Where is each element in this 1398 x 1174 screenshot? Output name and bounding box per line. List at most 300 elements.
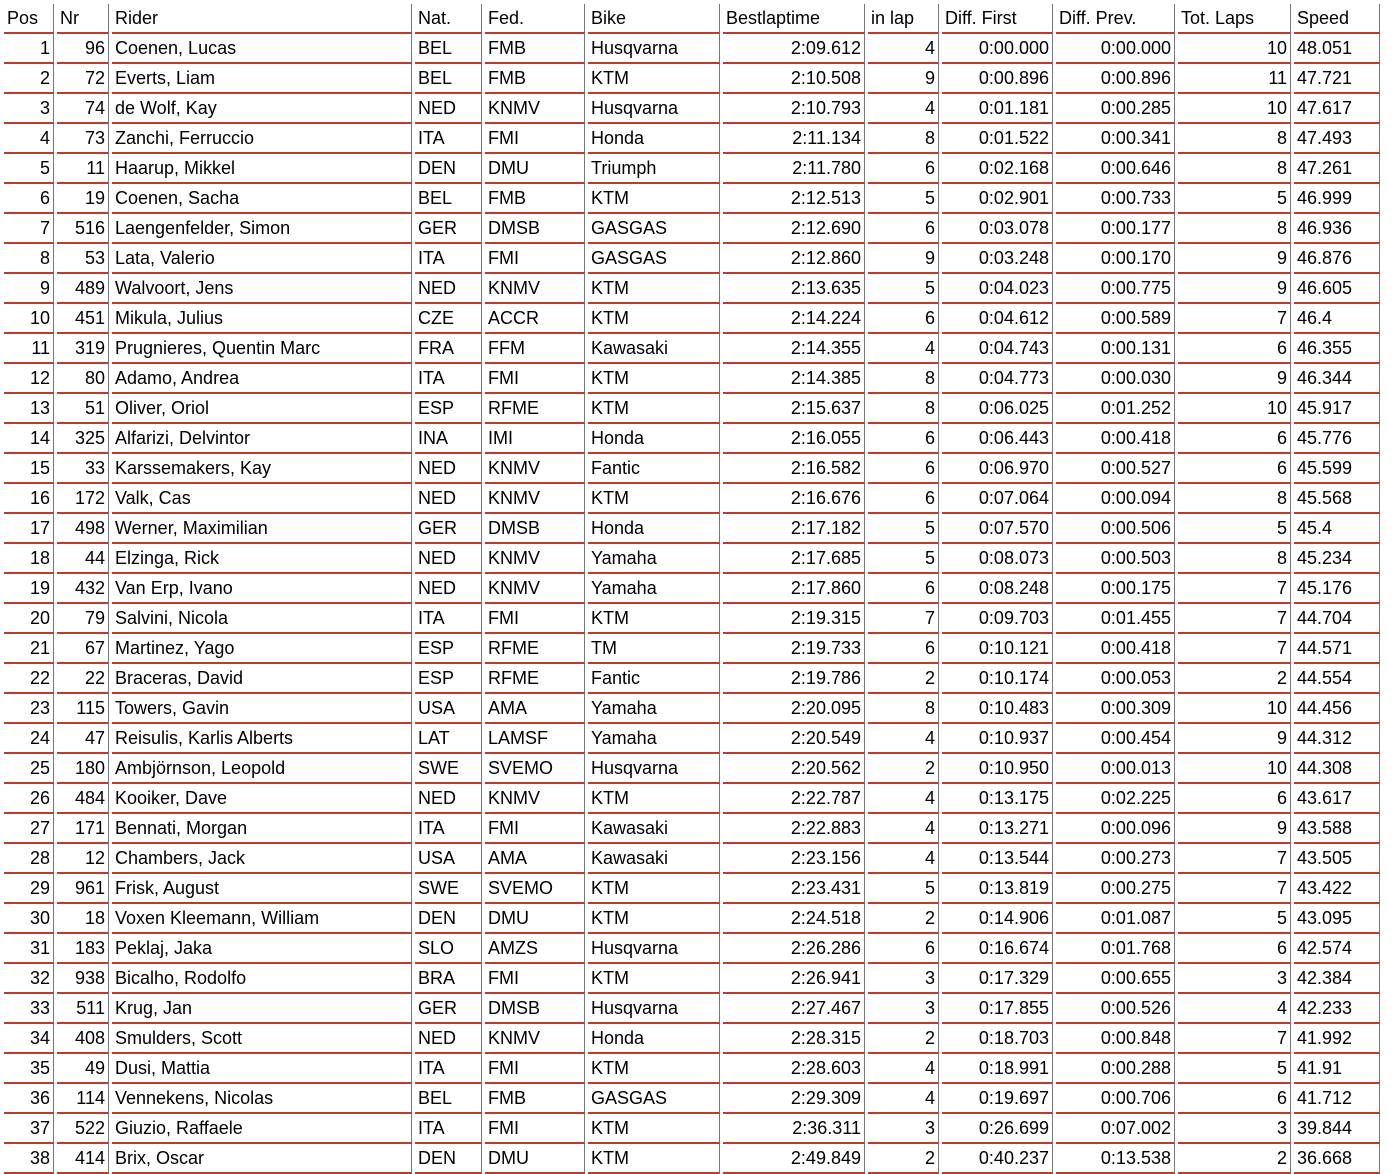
pos-cell: 15	[4, 454, 54, 484]
in-lap-cell: 4	[868, 844, 939, 874]
nat-cell: CZE	[415, 304, 482, 334]
speed-cell: 44.456	[1294, 694, 1380, 724]
bike-cell: Yamaha	[588, 574, 720, 604]
bestlaptime-cell: 2:09.612	[723, 34, 865, 64]
in-lap-cell: 8	[868, 124, 939, 154]
tot-laps-cell: 9	[1178, 244, 1291, 274]
rider-cell: Mikula, Julius	[112, 304, 412, 334]
in-lap-cell: 4	[868, 334, 939, 364]
nat-cell: LAT	[415, 724, 482, 754]
header-bestlaptime[interactable]: Bestlaptime	[723, 4, 865, 34]
bestlaptime-cell: 2:23.156	[723, 844, 865, 874]
fed-cell: DMU	[485, 1144, 585, 1174]
tot-laps-cell: 8	[1178, 154, 1291, 184]
fed-cell: KNMV	[485, 574, 585, 604]
nr-cell: 49	[57, 1054, 109, 1084]
speed-cell: 44.312	[1294, 724, 1380, 754]
bestlaptime-cell: 2:26.286	[723, 934, 865, 964]
bike-cell: KTM	[588, 784, 720, 814]
rider-cell: Frisk, August	[112, 874, 412, 904]
diff-first-cell: 0:14.906	[942, 904, 1053, 934]
nat-cell: USA	[415, 844, 482, 874]
fed-cell: FMI	[485, 1114, 585, 1144]
in-lap-cell: 2	[868, 754, 939, 784]
bike-cell: Triumph	[588, 154, 720, 184]
speed-cell: 44.554	[1294, 664, 1380, 694]
table-row	[4, 154, 1380, 184]
nr-cell: 180	[57, 754, 109, 784]
bestlaptime-cell: 2:14.385	[723, 364, 865, 394]
bike-cell: KTM	[588, 304, 720, 334]
fed-cell: FMI	[485, 124, 585, 154]
pos-cell: 18	[4, 544, 54, 574]
tot-laps-cell: 9	[1178, 814, 1291, 844]
nat-cell: ITA	[415, 244, 482, 274]
nat-cell: GER	[415, 514, 482, 544]
nat-cell: NED	[415, 94, 482, 124]
diff-prev-cell: 0:02.225	[1056, 784, 1175, 814]
speed-cell: 45.917	[1294, 394, 1380, 424]
bestlaptime-cell: 2:19.733	[723, 634, 865, 664]
tot-laps-cell: 10	[1178, 394, 1291, 424]
nr-cell: 79	[57, 604, 109, 634]
bestlaptime-cell: 2:17.685	[723, 544, 865, 574]
bike-cell: Yamaha	[588, 694, 720, 724]
fed-cell: SVEMO	[485, 754, 585, 784]
tot-laps-cell: 9	[1178, 274, 1291, 304]
bike-cell: KTM	[588, 874, 720, 904]
speed-cell: 46.344	[1294, 364, 1380, 394]
speed-cell: 36.668	[1294, 1144, 1380, 1174]
nat-cell: ITA	[415, 814, 482, 844]
diff-first-cell: 0:17.855	[942, 994, 1053, 1024]
bestlaptime-cell: 2:16.582	[723, 454, 865, 484]
fed-cell: SVEMO	[485, 874, 585, 904]
tot-laps-cell: 6	[1178, 454, 1291, 484]
header-nat[interactable]: Nat.	[415, 4, 482, 34]
bestlaptime-cell: 2:20.562	[723, 754, 865, 784]
table-row	[4, 814, 1380, 844]
pos-cell: 31	[4, 934, 54, 964]
pos-cell: 28	[4, 844, 54, 874]
bestlaptime-cell: 2:10.793	[723, 94, 865, 124]
fed-cell: DMSB	[485, 514, 585, 544]
tot-laps-cell: 6	[1178, 424, 1291, 454]
rider-cell: Laengenfelder, Simon	[112, 214, 412, 244]
pos-cell: 5	[4, 154, 54, 184]
diff-prev-cell: 0:07.002	[1056, 1114, 1175, 1144]
diff-first-cell: 0:10.950	[942, 754, 1053, 784]
pos-cell: 22	[4, 664, 54, 694]
diff-first-cell: 0:08.248	[942, 574, 1053, 604]
rider-cell: Kooiker, Dave	[112, 784, 412, 814]
diff-first-cell: 0:04.773	[942, 364, 1053, 394]
speed-cell: 46.999	[1294, 184, 1380, 214]
in-lap-cell: 9	[868, 244, 939, 274]
bike-cell: Husqvarna	[588, 934, 720, 964]
fed-cell: RFME	[485, 634, 585, 664]
speed-cell: 47.721	[1294, 64, 1380, 94]
in-lap-cell: 4	[868, 724, 939, 754]
in-lap-cell: 3	[868, 1114, 939, 1144]
header-bike[interactable]: Bike	[588, 4, 720, 34]
nr-cell: 938	[57, 964, 109, 994]
pos-cell: 26	[4, 784, 54, 814]
speed-cell: 43.505	[1294, 844, 1380, 874]
rider-cell: Giuzio, Raffaele	[112, 1114, 412, 1144]
bestlaptime-cell: 2:17.182	[723, 514, 865, 544]
nat-cell: ITA	[415, 364, 482, 394]
speed-cell: 44.704	[1294, 604, 1380, 634]
table-row	[4, 1024, 1380, 1054]
diff-first-cell: 0:10.174	[942, 664, 1053, 694]
diff-first-cell: 0:00.896	[942, 64, 1053, 94]
in-lap-cell: 6	[868, 574, 939, 604]
rider-cell: Salvini, Nicola	[112, 604, 412, 634]
pos-cell: 33	[4, 994, 54, 1024]
speed-cell: 46.936	[1294, 214, 1380, 244]
table-row	[4, 574, 1380, 604]
diff-first-cell: 0:01.181	[942, 94, 1053, 124]
tot-laps-cell: 8	[1178, 544, 1291, 574]
in-lap-cell: 5	[868, 514, 939, 544]
rider-cell: Towers, Gavin	[112, 694, 412, 724]
table-row	[4, 754, 1380, 784]
bestlaptime-cell: 2:11.134	[723, 124, 865, 154]
rider-cell: Valk, Cas	[112, 484, 412, 514]
speed-cell: 43.095	[1294, 904, 1380, 934]
in-lap-cell: 3	[868, 964, 939, 994]
in-lap-cell: 6	[868, 154, 939, 184]
table-row	[4, 214, 1380, 244]
bestlaptime-cell: 2:16.676	[723, 484, 865, 514]
pos-cell: 24	[4, 724, 54, 754]
tot-laps-cell: 7	[1178, 1024, 1291, 1054]
tot-laps-cell: 5	[1178, 1054, 1291, 1084]
pos-cell: 36	[4, 1084, 54, 1114]
speed-cell: 45.176	[1294, 574, 1380, 604]
bike-cell: KTM	[588, 964, 720, 994]
fed-cell: FMI	[485, 1054, 585, 1084]
rider-cell: Zanchi, Ferruccio	[112, 124, 412, 154]
bestlaptime-cell: 2:24.518	[723, 904, 865, 934]
diff-first-cell: 0:10.483	[942, 694, 1053, 724]
in-lap-cell: 8	[868, 694, 939, 724]
pos-cell: 3	[4, 94, 54, 124]
diff-prev-cell: 0:01.455	[1056, 604, 1175, 634]
nr-cell: 11	[57, 154, 109, 184]
fed-cell: KNMV	[485, 1024, 585, 1054]
diff-first-cell: 0:13.271	[942, 814, 1053, 844]
nat-cell: ITA	[415, 1054, 482, 1084]
diff-first-cell: 0:16.674	[942, 934, 1053, 964]
bestlaptime-cell: 2:49.849	[723, 1144, 865, 1174]
table-row	[4, 124, 1380, 154]
bike-cell: Husqvarna	[588, 94, 720, 124]
tot-laps-cell: 3	[1178, 964, 1291, 994]
nat-cell: BEL	[415, 184, 482, 214]
bestlaptime-cell: 2:15.637	[723, 394, 865, 424]
tot-laps-cell: 8	[1178, 124, 1291, 154]
rider-cell: Reisulis, Karlis Alberts	[112, 724, 412, 754]
pos-cell: 9	[4, 274, 54, 304]
bike-cell: Honda	[588, 514, 720, 544]
tot-laps-cell: 7	[1178, 574, 1291, 604]
diff-prev-cell: 0:00.285	[1056, 94, 1175, 124]
diff-prev-cell: 0:01.087	[1056, 904, 1175, 934]
nat-cell: NED	[415, 484, 482, 514]
pos-cell: 10	[4, 304, 54, 334]
bestlaptime-cell: 2:26.941	[723, 964, 865, 994]
rider-cell: Werner, Maximilian	[112, 514, 412, 544]
fed-cell: AMA	[485, 844, 585, 874]
bike-cell: Husqvarna	[588, 754, 720, 784]
nr-cell: 484	[57, 784, 109, 814]
speed-cell: 47.261	[1294, 154, 1380, 184]
in-lap-cell: 2	[868, 664, 939, 694]
diff-prev-cell: 0:00.170	[1056, 244, 1175, 274]
bike-cell: GASGAS	[588, 1084, 720, 1114]
pos-cell: 19	[4, 574, 54, 604]
table-row	[4, 1084, 1380, 1114]
diff-prev-cell: 0:00.506	[1056, 514, 1175, 544]
table-row	[4, 934, 1380, 964]
pos-cell: 14	[4, 424, 54, 454]
nr-cell: 522	[57, 1114, 109, 1144]
fed-cell: KNMV	[485, 454, 585, 484]
fed-cell: DMU	[485, 904, 585, 934]
fed-cell: FMB	[485, 34, 585, 64]
fed-cell: DMU	[485, 154, 585, 184]
bike-cell: KTM	[588, 484, 720, 514]
nat-cell: ESP	[415, 664, 482, 694]
header-tot-laps[interactable]: Tot. Laps	[1178, 4, 1291, 34]
in-lap-cell: 8	[868, 394, 939, 424]
tot-laps-cell: 2	[1178, 664, 1291, 694]
fed-cell: FMI	[485, 964, 585, 994]
diff-first-cell: 0:02.901	[942, 184, 1053, 214]
speed-cell: 41.992	[1294, 1024, 1380, 1054]
nr-cell: 96	[57, 34, 109, 64]
in-lap-cell: 2	[868, 1024, 939, 1054]
bestlaptime-cell: 2:12.690	[723, 214, 865, 244]
fed-cell: KNMV	[485, 94, 585, 124]
table-row	[4, 304, 1380, 334]
bike-cell: KTM	[588, 1114, 720, 1144]
nat-cell: NED	[415, 544, 482, 574]
table-row	[4, 874, 1380, 904]
in-lap-cell: 4	[868, 94, 939, 124]
diff-prev-cell: 0:00.454	[1056, 724, 1175, 754]
pos-cell: 2	[4, 64, 54, 94]
tot-laps-cell: 6	[1178, 334, 1291, 364]
bike-cell: KTM	[588, 364, 720, 394]
diff-prev-cell: 0:01.768	[1056, 934, 1175, 964]
table-row	[4, 634, 1380, 664]
rider-cell: Prugnieres, Quentin Marc	[112, 334, 412, 364]
in-lap-cell: 6	[868, 214, 939, 244]
tot-laps-cell: 9	[1178, 364, 1291, 394]
diff-first-cell: 0:07.064	[942, 484, 1053, 514]
diff-prev-cell: 0:00.418	[1056, 424, 1175, 454]
rider-cell: Vennekens, Nicolas	[112, 1084, 412, 1114]
in-lap-cell: 2	[868, 904, 939, 934]
table-row	[4, 364, 1380, 394]
nat-cell: ITA	[415, 124, 482, 154]
rider-cell: Dusi, Mattia	[112, 1054, 412, 1084]
diff-first-cell: 0:02.168	[942, 154, 1053, 184]
rider-cell: Alfarizi, Delvintor	[112, 424, 412, 454]
tot-laps-cell: 6	[1178, 784, 1291, 814]
fed-cell: FMI	[485, 364, 585, 394]
tot-laps-cell: 6	[1178, 934, 1291, 964]
bestlaptime-cell: 2:13.635	[723, 274, 865, 304]
fed-cell: DMSB	[485, 214, 585, 244]
bike-cell: KTM	[588, 184, 720, 214]
bestlaptime-cell: 2:36.311	[723, 1114, 865, 1144]
rider-cell: Bennati, Morgan	[112, 814, 412, 844]
fed-cell: LAMSF	[485, 724, 585, 754]
nat-cell: NED	[415, 1024, 482, 1054]
results-table	[1, 4, 1383, 1174]
speed-cell: 42.233	[1294, 994, 1380, 1024]
nat-cell: FRA	[415, 334, 482, 364]
rider-cell: Voxen Kleemann, William	[112, 904, 412, 934]
bike-cell: GASGAS	[588, 214, 720, 244]
nr-cell: 498	[57, 514, 109, 544]
nr-cell: 961	[57, 874, 109, 904]
nr-cell: 67	[57, 634, 109, 664]
diff-first-cell: 0:10.121	[942, 634, 1053, 664]
diff-prev-cell: 0:00.655	[1056, 964, 1175, 994]
bestlaptime-cell: 2:22.787	[723, 784, 865, 814]
rider-cell: Elzinga, Rick	[112, 544, 412, 574]
bike-cell: Yamaha	[588, 724, 720, 754]
fed-cell: FMB	[485, 1084, 585, 1114]
header-pos[interactable]: Pos	[4, 4, 54, 34]
bestlaptime-cell: 2:22.883	[723, 814, 865, 844]
fed-cell: DMSB	[485, 994, 585, 1024]
diff-prev-cell: 0:00.775	[1056, 274, 1175, 304]
diff-first-cell: 0:00.000	[942, 34, 1053, 64]
diff-first-cell: 0:06.443	[942, 424, 1053, 454]
rider-cell: de Wolf, Kay	[112, 94, 412, 124]
nat-cell: DEN	[415, 154, 482, 184]
diff-prev-cell: 0:01.252	[1056, 394, 1175, 424]
tot-laps-cell: 7	[1178, 304, 1291, 334]
diff-first-cell: 0:26.699	[942, 1114, 1053, 1144]
nat-cell: BEL	[415, 1084, 482, 1114]
tot-laps-cell: 5	[1178, 514, 1291, 544]
speed-cell: 45.776	[1294, 424, 1380, 454]
nat-cell: SWE	[415, 874, 482, 904]
nr-cell: 44	[57, 544, 109, 574]
diff-first-cell: 0:07.570	[942, 514, 1053, 544]
table-row	[4, 184, 1380, 214]
header-rider[interactable]: Rider	[112, 4, 412, 34]
in-lap-cell: 6	[868, 634, 939, 664]
speed-cell: 48.051	[1294, 34, 1380, 64]
pos-cell: 37	[4, 1114, 54, 1144]
diff-prev-cell: 0:00.288	[1056, 1054, 1175, 1084]
tot-laps-cell: 7	[1178, 634, 1291, 664]
nat-cell: GER	[415, 214, 482, 244]
rider-cell: Smulders, Scott	[112, 1024, 412, 1054]
bestlaptime-cell: 2:17.860	[723, 574, 865, 604]
pos-cell: 23	[4, 694, 54, 724]
bike-cell: Honda	[588, 424, 720, 454]
rider-cell: Bicalho, Rodolfo	[112, 964, 412, 994]
header-nr[interactable]: Nr	[57, 4, 109, 34]
diff-first-cell: 0:18.703	[942, 1024, 1053, 1054]
nr-cell: 511	[57, 994, 109, 1024]
rider-cell: Adamo, Andrea	[112, 364, 412, 394]
pos-cell: 27	[4, 814, 54, 844]
in-lap-cell: 7	[868, 604, 939, 634]
speed-cell: 45.599	[1294, 454, 1380, 484]
table-row	[4, 994, 1380, 1024]
pos-cell: 8	[4, 244, 54, 274]
table-row	[4, 544, 1380, 574]
rider-cell: Van Erp, Ivano	[112, 574, 412, 604]
nr-cell: 414	[57, 1144, 109, 1174]
in-lap-cell: 5	[868, 874, 939, 904]
bike-cell: GASGAS	[588, 244, 720, 274]
nr-cell: 73	[57, 124, 109, 154]
pos-cell: 20	[4, 604, 54, 634]
nat-cell: DEN	[415, 904, 482, 934]
pos-cell: 4	[4, 124, 54, 154]
nr-cell: 171	[57, 814, 109, 844]
diff-prev-cell: 0:00.503	[1056, 544, 1175, 574]
diff-first-cell: 0:10.937	[942, 724, 1053, 754]
header-diff-prev[interactable]: Diff. Prev.	[1056, 4, 1175, 34]
nat-cell: NED	[415, 784, 482, 814]
table-row	[4, 1114, 1380, 1144]
in-lap-cell: 8	[868, 364, 939, 394]
fed-cell: KNMV	[485, 784, 585, 814]
speed-cell: 43.617	[1294, 784, 1380, 814]
diff-prev-cell: 0:00.275	[1056, 874, 1175, 904]
tot-laps-cell: 5	[1178, 904, 1291, 934]
tot-laps-cell: 11	[1178, 64, 1291, 94]
tot-laps-cell: 7	[1178, 844, 1291, 874]
nr-cell: 51	[57, 394, 109, 424]
nr-cell: 432	[57, 574, 109, 604]
in-lap-cell: 5	[868, 544, 939, 574]
table-row	[4, 964, 1380, 994]
diff-first-cell: 0:08.073	[942, 544, 1053, 574]
speed-cell: 41.712	[1294, 1084, 1380, 1114]
speed-cell: 47.617	[1294, 94, 1380, 124]
in-lap-cell: 4	[868, 1084, 939, 1114]
header-diff-first[interactable]: Diff. First	[942, 4, 1053, 34]
bike-cell: KTM	[588, 904, 720, 934]
nat-cell: NED	[415, 274, 482, 304]
nr-cell: 516	[57, 214, 109, 244]
header-in-lap[interactable]: in lap	[868, 4, 939, 34]
fed-cell: AMA	[485, 694, 585, 724]
nr-cell: 172	[57, 484, 109, 514]
diff-first-cell: 0:01.522	[942, 124, 1053, 154]
fed-cell: RFME	[485, 664, 585, 694]
header-speed[interactable]: Speed	[1294, 4, 1380, 34]
pos-cell: 38	[4, 1144, 54, 1174]
pos-cell: 11	[4, 334, 54, 364]
nat-cell: INA	[415, 424, 482, 454]
header-fed[interactable]: Fed.	[485, 4, 585, 34]
results-body	[4, 34, 1380, 1174]
